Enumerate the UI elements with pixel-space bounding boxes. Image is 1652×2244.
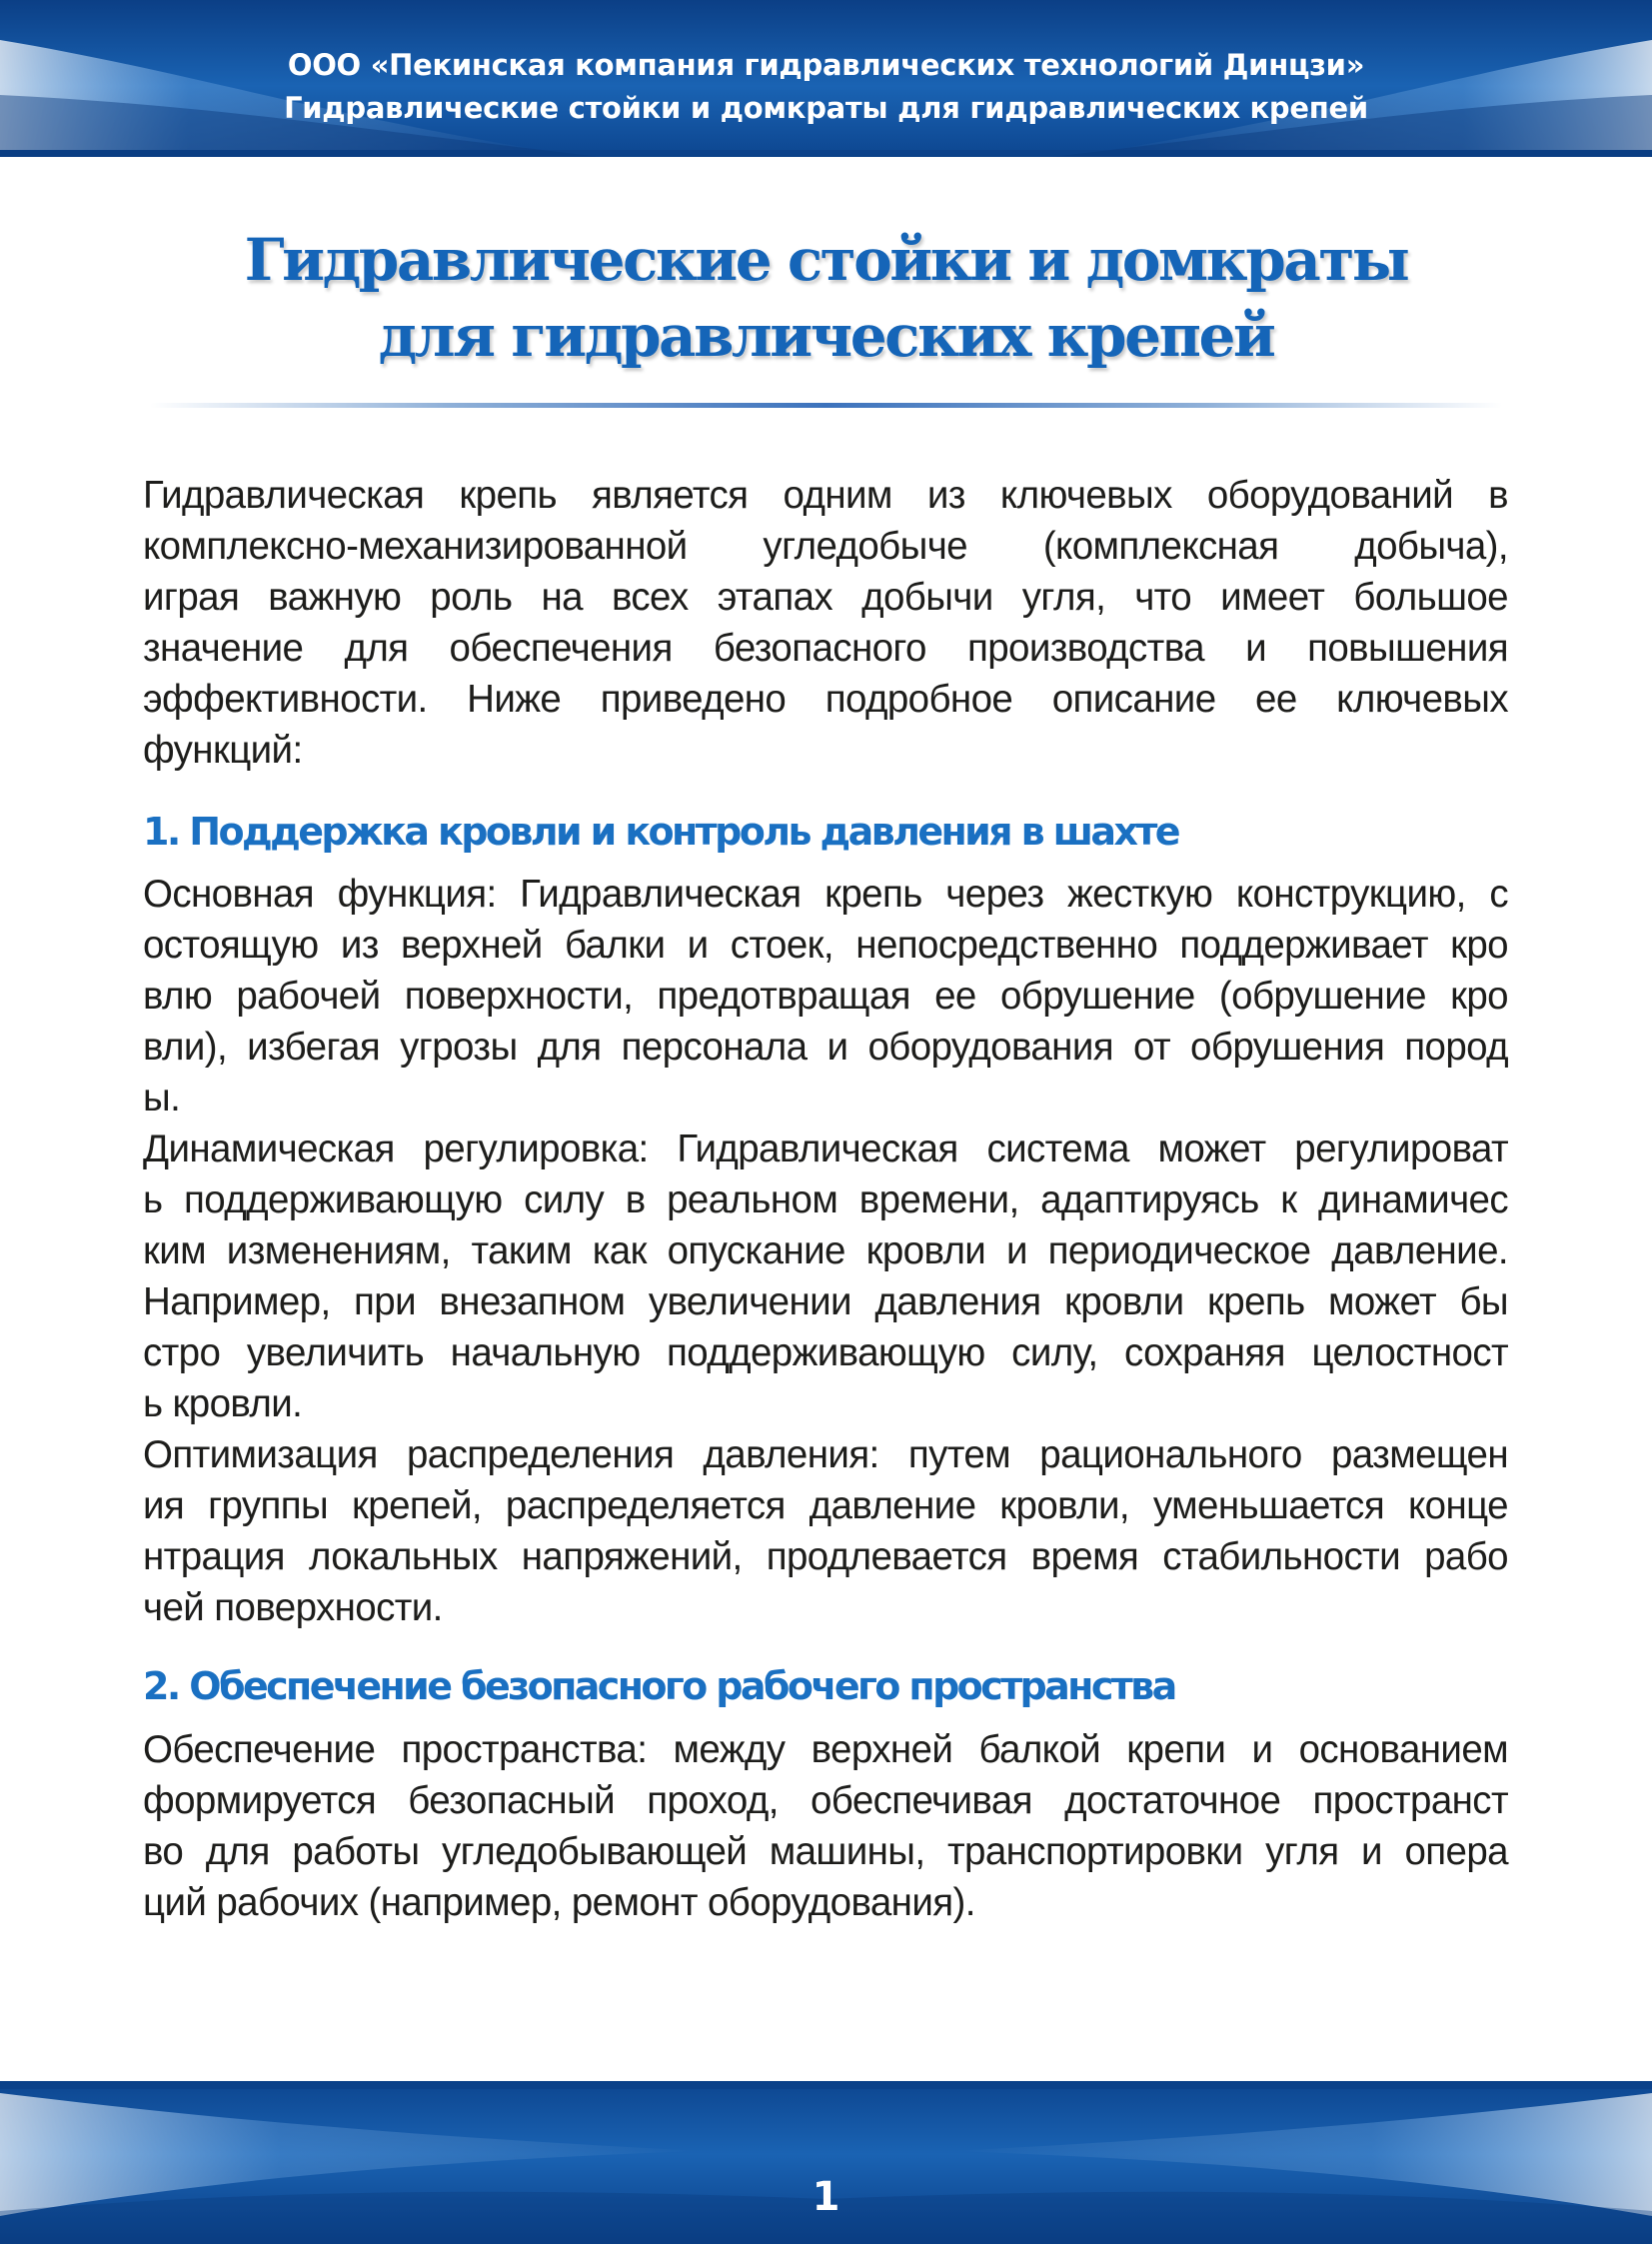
page-title-line-1: Гидравлические стойки и домкраты bbox=[244, 226, 1408, 294]
intro-line: играя важную роль на всех этапах добычи угля, что имеет большое bbox=[143, 576, 1508, 619]
intro-line: значение для обеспечения безопасного производства и повышения bbox=[143, 627, 1508, 670]
section-1-line: остоящую из верхней балки и стоек, непосредственно поддерживает кро bbox=[143, 924, 1508, 967]
section-1-line: ь кровли. bbox=[143, 1382, 303, 1425]
section-2-line: во для работы угледобывающей машины, транспортировки угля и опера bbox=[143, 1830, 1508, 1873]
header-company-name: ООО «Пекинская компания гидравлических технологий Динцзи» bbox=[287, 48, 1365, 82]
intro-line: Гидравлическая крепь является одним из ключевых оборудований в bbox=[143, 474, 1508, 517]
section-1-line: Например, при внезапном увеличении давления кровли крепь может бы bbox=[143, 1280, 1508, 1323]
intro-line: комплексно-механизированной угледобыче (комплексная добыча), bbox=[143, 525, 1508, 568]
section-1-line: ы. bbox=[143, 1077, 181, 1120]
section-1-heading: 1. Поддержка кровли и контроль давления в шахте bbox=[143, 810, 1178, 854]
section-1-line: Основная функция: Гидравлическая крепь через жесткую конструкцию, с bbox=[143, 873, 1508, 916]
section-1-line: Динамическая регулировка: Гидравлическая система может регулироват bbox=[143, 1127, 1508, 1170]
section-2-heading: 2. Обеспечение безопасного рабочего пространства bbox=[143, 1664, 1175, 1708]
section-1-line: Оптимизация распределения давления: путем рационального размещен bbox=[143, 1433, 1508, 1476]
section-1-line: ь поддерживающую силу в реальном времени, адаптируясь к динамичес bbox=[143, 1178, 1508, 1221]
section-2-line: формируется безопасный проход, обеспечивая достаточное пространст bbox=[143, 1779, 1508, 1822]
intro-line: эффективности. Ниже приведено подробное описание ее ключевых bbox=[143, 678, 1508, 721]
section-1-line: стро увеличить начальную поддерживающую силу, сохраняя целостност bbox=[143, 1331, 1508, 1374]
title-divider bbox=[150, 403, 1502, 408]
footer-band bbox=[0, 2081, 1652, 2244]
header-subtitle: Гидравлические стойки и домкраты для гидравлических крепей bbox=[284, 91, 1368, 125]
section-2-line: Обеспечение пространства: между верхней балкой крепи и основанием bbox=[143, 1728, 1508, 1771]
intro-line: функций: bbox=[143, 729, 303, 772]
intro-paragraph bbox=[143, 470, 1508, 776]
section-1-line: ким изменениям, таким как опускание кровли и периодическое давление. bbox=[143, 1229, 1508, 1272]
section-1-line: чей поверхности. bbox=[143, 1586, 443, 1629]
section-2-line: ций рабочих (например, ремонт оборудования). bbox=[143, 1881, 975, 1924]
page-number: 1 bbox=[812, 2174, 840, 2220]
header-band bbox=[0, 0, 1652, 157]
page-title bbox=[0, 222, 1652, 374]
page-title-line-2: для гидравлических крепей bbox=[378, 302, 1274, 370]
section-1-body bbox=[143, 869, 1508, 1633]
section-1-line: влю рабочей поверхности, предотвращая ее обрушение (обрушение кро bbox=[143, 975, 1508, 1018]
section-2-body bbox=[143, 1724, 1508, 1928]
document-body bbox=[143, 470, 1508, 1928]
section-1-line: нтрация локальных напряжений, продлевается время стабильности рабо bbox=[143, 1535, 1508, 1578]
header-company-text bbox=[0, 44, 1652, 130]
section-1-line: вли), избегая угрозы для персонала и оборудования от обрушения пород bbox=[143, 1026, 1508, 1069]
section-1-line: ия группы крепей, распределяется давление кровли, уменьшается конце bbox=[143, 1484, 1508, 1527]
